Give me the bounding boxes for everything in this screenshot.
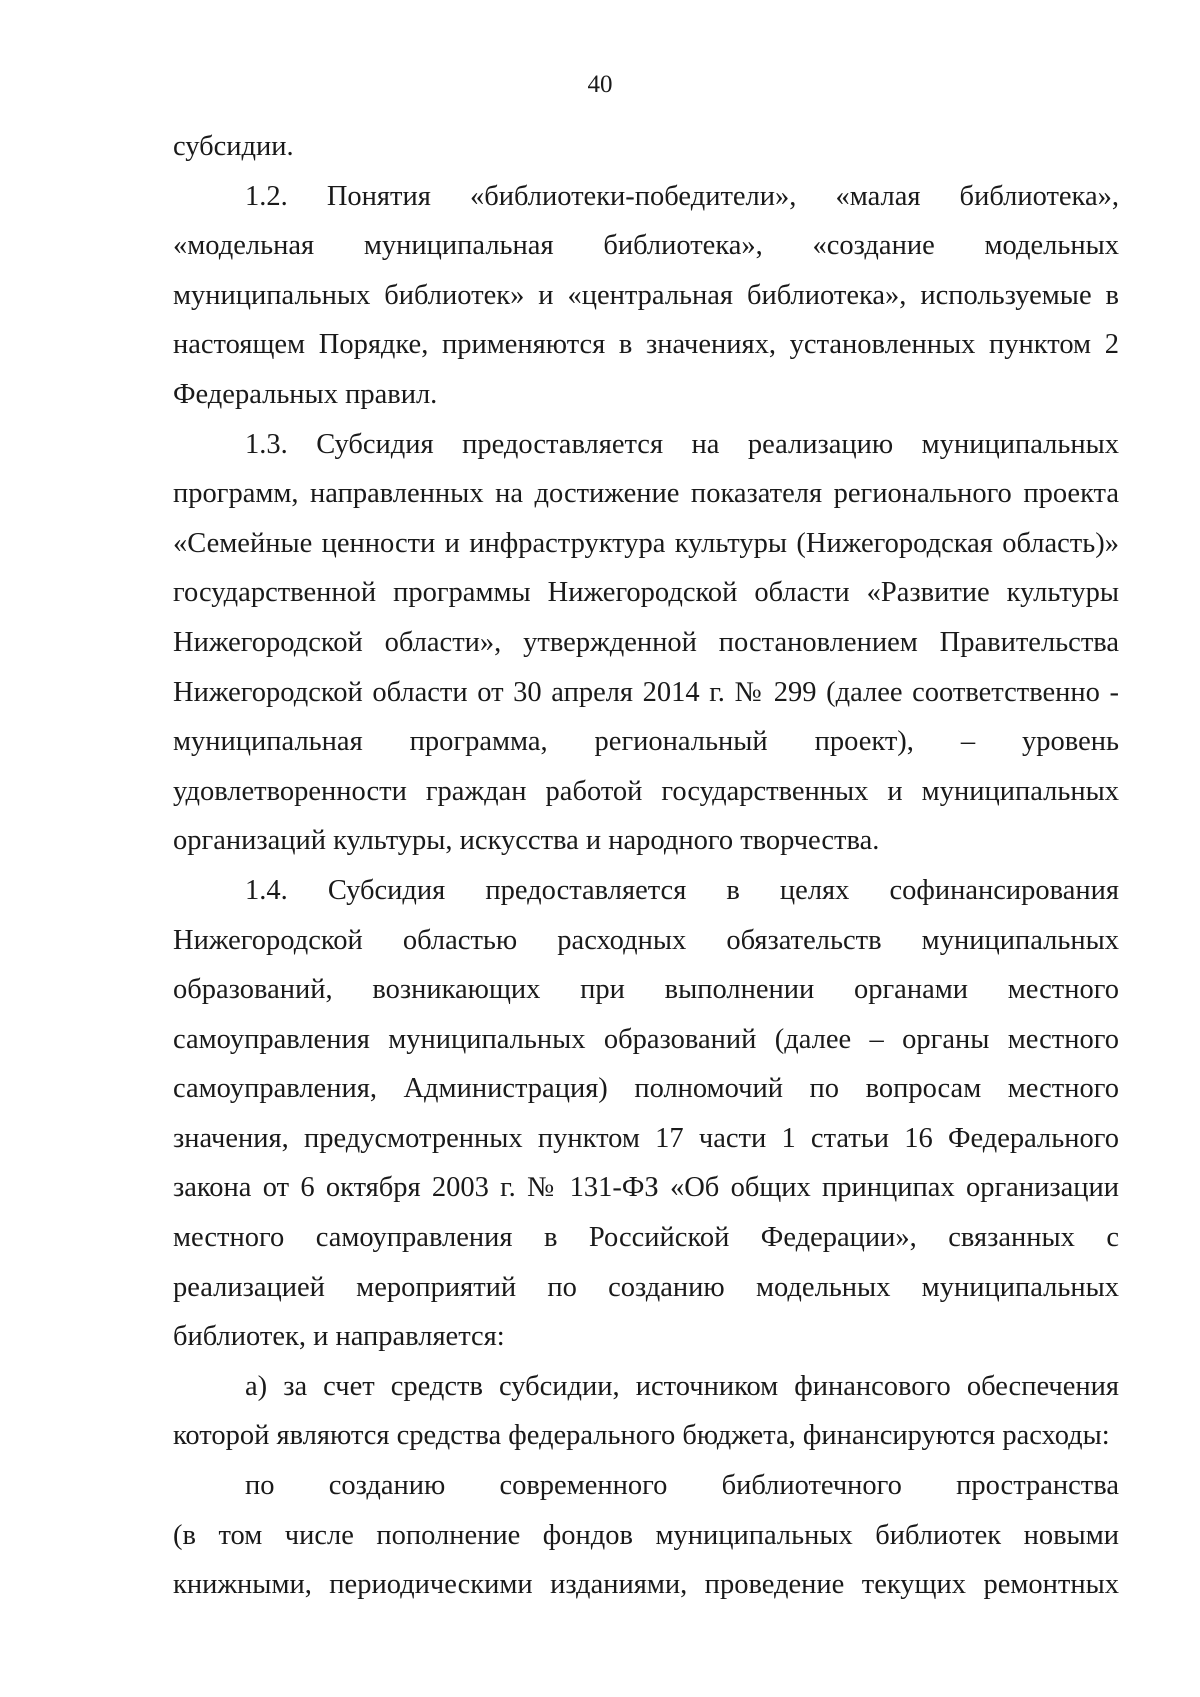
paragraph-continuation: субсидии. — [173, 131, 294, 162]
word: по — [245, 1470, 275, 1502]
page-number: 40 — [587, 71, 613, 98]
paragraph-line: (в том числе пополнение фондов муниципальных библиотек новыми — [173, 1519, 1119, 1551]
word: созданию — [328, 1470, 446, 1502]
paragraph-line — [173, 1461, 1119, 1511]
paragraph-1-3: 1.3. Субсидия предоставляется на реализацию муниципальных программ, направленных на достижение показателя регионального проекта «Семейные ценности и инфраструктура культуры (Нижегородская область)» государственной программы Нижегородской области «Развитие культуры Нижегородской области», утвержденной постановлением Правительства Нижегородской области от 30 апреля 2014 г. № 299 (далее соответственно - муниципальная программа, региональный проект), – уровень удовлетворенности граждан работой государственных и муниципальных организаций культуры, искусства и народного творчества. — [173, 428, 1119, 857]
paragraph-1-4: 1.4. Субсидия предоставляется в целях софинансирования Нижегородской областью расходных обязательств муниципальных образований, возникающих при выполнении органами местного самоуправления муниципальных образований (далее – органы местного самоуправления, Администрация) полномочий по вопросам местного значения, предусмотренных пунктом 17 части 1 статьи 16 Федерального закона от 6 октября 2003 г. № 131-ФЗ «Об общих принципах организации местного самоуправления в Российской Федерации», связанных с реализацией мероприятий по созданию модельных муниципальных библиотек, и направляется: — [173, 874, 1119, 1353]
word: библиотечного — [721, 1470, 902, 1502]
paragraph-line: книжными, периодическими изданиями, проведение текущих ремонтных — [173, 1569, 1119, 1601]
word: современного — [499, 1470, 668, 1502]
paragraph-library-space — [173, 1461, 1119, 1610]
document-body — [173, 122, 1119, 1610]
paragraph-1-2: 1.2. Понятия «библиотеки-победители», «малая библиотека», «модельная муниципальная библиотека», «создание модельных муниципальных библиотек» и «центральная библиотека», используемые в настоящем Порядке, применяются в значениях, установленных пунктом 2 Федеральных правил. — [173, 180, 1119, 410]
word: пространства — [956, 1470, 1119, 1502]
paragraph-a: а) за счет средств субсидии, источником финансового обеспечения которой являются средства федерального бюджета, финансируются расходы: — [173, 1370, 1119, 1452]
